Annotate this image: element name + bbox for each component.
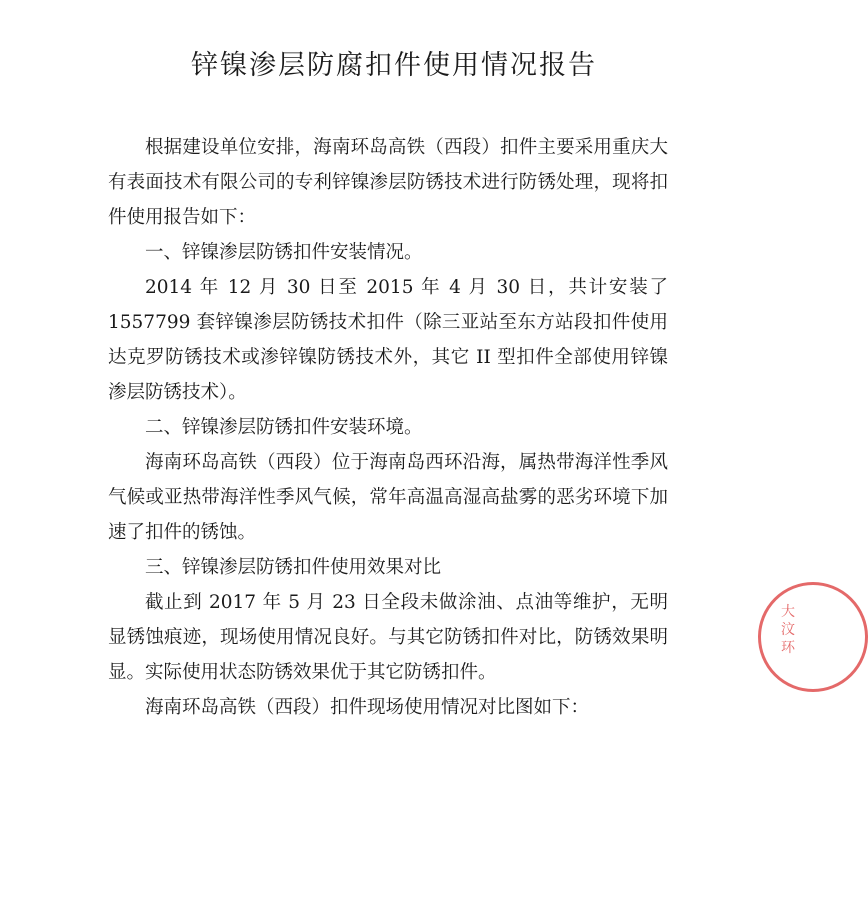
environment-paragraph: 海南环岛高铁（西段）位于海南岛西环沿海，属热带海洋性季风气候或亚热带海洋性季风气候，常年高温高湿高盐雾的恶劣环境下加速了扣件的锈蚀。 — [108, 452, 668, 543]
document-title: 锌镍渗层防腐扣件使用情况报告 — [191, 50, 597, 81]
section-heading-environment: 二、锌镍渗层防锈扣件安装环境。 — [145, 417, 423, 438]
section-heading-comparison: 三、锌镍渗层防锈扣件使用效果对比 — [145, 557, 442, 578]
section-heading-installation: 一、锌镍渗层防锈扣件安装情况。 — [145, 242, 423, 263]
comparison-paragraph: 截止到 2017 年 5 月 23 日全段未做涂油、点油等维护，无明显锈蚀痕迹，现场使用情况良好。与其它防锈扣件对比，防锈效果明显。实际使用状态防锈效果优于其它防锈扣件。 — [108, 592, 668, 683]
intro-paragraph: 根据建设单位安排，海南环岛高铁（西段）扣件主要采用重庆大有表面技术有限公司的专利锌镍渗层防锈技术进行防锈处理，现将扣件使用报告如下： — [108, 137, 668, 228]
official-seal — [758, 582, 868, 692]
seal-text: 大 汶 环 — [781, 604, 795, 656]
document-body — [108, 130, 668, 725]
installation-paragraph: 2014 年 12 月 30 日至 2015 年 4 月 30 日，共计安装了 1557799 套锌镍渗层防锈技术扣件（除三亚站至东方站段扣件使用达克罗防锈技术或渗锌镍防锈技术外，其它 II 型扣件全部使用锌镍渗层防锈技术）。 — [108, 277, 668, 403]
figure-intro-paragraph: 海南环岛高铁（西段）扣件现场使用情况对比图如下： — [145, 697, 590, 718]
